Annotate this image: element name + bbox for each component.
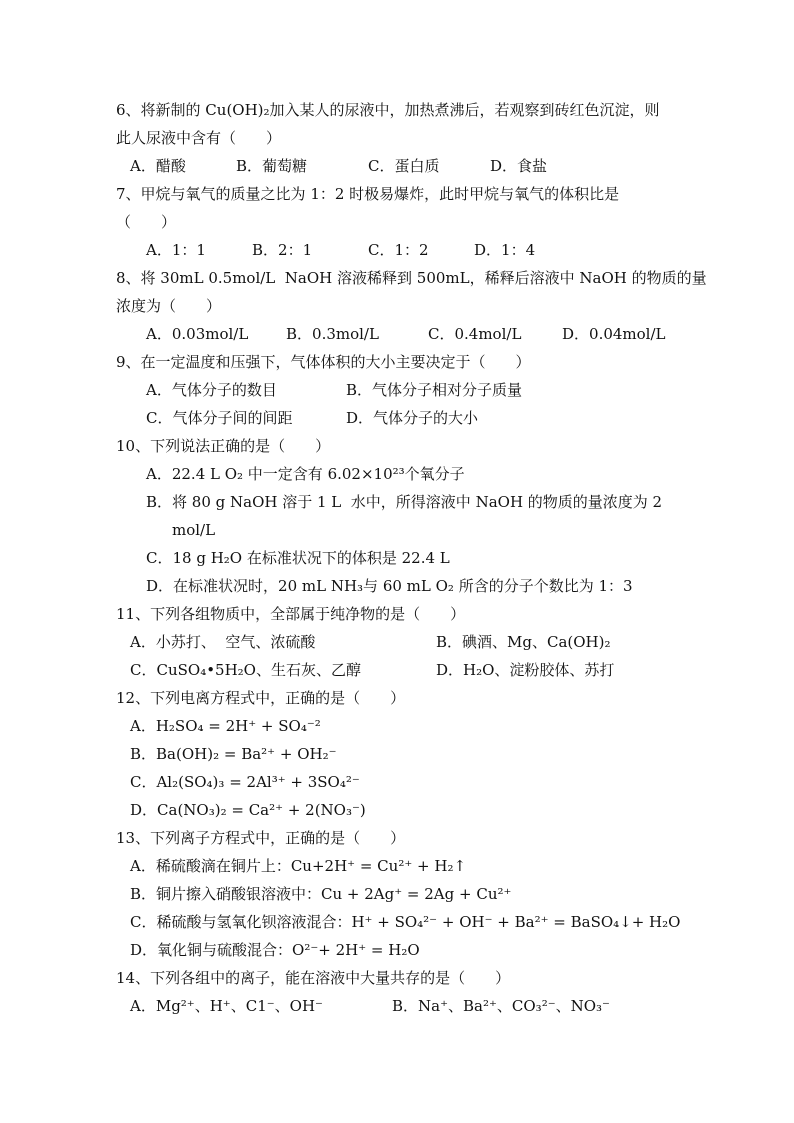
q7-option-a: A．1：1: [146, 241, 206, 259]
q12-option-c: C．Al₂(SO₄)₃ = 2Al³⁺ + 3SO₄²⁻: [130, 773, 360, 791]
q14-option-a: A．Mg²⁺、H⁺、C1⁻、OH⁻: [130, 997, 323, 1015]
q12-option-a: A．H₂SO₄ = 2H⁺ + SO₄⁻²: [130, 717, 321, 735]
q8-stem-line1: 8、将 30mL 0.5mol/L NaOH 溶液稀释到 500mL，稀释后溶液中 NaOH 的物质的量: [116, 269, 707, 287]
q9-option-d: D．气体分子的大小: [346, 409, 479, 427]
q6-stem-line2: 此人尿液中含有（ ）: [116, 129, 282, 147]
q7-option-d: D．1：4: [474, 241, 536, 259]
q14-option-b: B．Na⁺、Ba²⁺、CO₃²⁻、NO₃⁻: [392, 997, 610, 1015]
q11-stem: 11、下列各组物质中，全部属于纯净物的是（ ）: [116, 605, 466, 623]
q10-option-d: D．在标准状况时，20 mL NH₃与 60 mL O₂ 所含的分子个数比为 1：3: [146, 577, 633, 595]
q9-option-c: C．气体分子间的间距: [146, 409, 293, 427]
q10-option-c: C．18 g H₂O 在标准状况下的体积是 22.4 L: [146, 549, 450, 567]
q12-stem: 12、下列电离方程式中，正确的是（ ）: [116, 689, 406, 707]
q8-option-c: C．0.4mol/L: [428, 325, 522, 343]
q13-stem: 13、下列离子方程式中，正确的是（ ）: [116, 829, 406, 847]
q8-stem-line2: 浓度为（ ）: [116, 297, 222, 315]
q6-option-b: B．葡萄糖: [236, 157, 308, 175]
q10-option-b-line2: mol/L: [172, 521, 216, 539]
q10-option-b-line1: B．将 80 g NaOH 溶于 1 L 水中，所得溶液中 NaOH 的物质的量浓度为 2: [146, 493, 663, 511]
q13-option-a: A．稀硫酸滴在铜片上：Cu+2H⁺ = Cu²⁺ + H₂↑: [130, 857, 467, 875]
q8-option-d: D．0.04mol/L: [562, 325, 666, 343]
q12-option-d: D．Ca(NO₃)₂ = Ca²⁺ + 2(NO₃⁻): [130, 801, 366, 819]
q7-option-c: C．1：2: [368, 241, 429, 259]
q6-option-c: C．蛋白质: [368, 157, 440, 175]
q7-option-b: B．2：1: [252, 241, 313, 259]
q8-option-a: A．0.03mol/L: [146, 325, 249, 343]
q13-option-b: B．铜片擦入硝酸银溶液中：Cu + 2Ag⁺ = 2Ag + Cu²⁺: [130, 885, 512, 903]
q6-stem-line1: 6、将新制的 Cu(OH)₂加入某人的尿液中，加热煮沸后，若观察到砖红色沉淀，则: [116, 101, 660, 119]
q6-option-a: A．醋酸: [130, 157, 186, 175]
q10-option-a: A．22.4 L O₂ 中一定含有 6.02×10²³个氧分子: [146, 465, 465, 483]
q11-option-b: B．碘酒、Mg、Ca(OH)₂: [436, 633, 611, 651]
q9-option-b: B．气体分子相对分子质量: [346, 381, 523, 399]
q13-option-d: D．氧化铜与硫酸混合：O²⁻+ 2H⁺ = H₂O: [130, 941, 420, 959]
q6-option-d: D．食盐: [490, 157, 548, 175]
q7-stem-line2: （ ）: [116, 213, 177, 231]
q14-stem: 14、下列各组中的离子，能在溶液中大量共存的是（ ）: [116, 969, 511, 987]
q8-option-b: B．0.3mol/L: [286, 325, 379, 343]
q12-option-b: B．Ba(OH)₂ = Ba²⁺ + OH₂⁻: [130, 745, 337, 763]
q10-stem: 10、下列说法正确的是（ ）: [116, 437, 331, 455]
q11-option-a: A．小苏打、 空气、浓硫酸: [130, 633, 316, 651]
q7-stem-line1: 7、甲烷与氧气的质量之比为 1：2 时极易爆炸，此时甲烷与氧气的体积比是: [116, 185, 620, 203]
q13-option-c: C．稀硫酸与氢氧化钡溶液混合：H⁺ + SO₄²⁻ + OH⁻ + Ba²⁺ = BaSO₄↓+ H₂O: [130, 913, 681, 931]
q11-option-c: C．CuSO₄•5H₂O、生石灰、乙醇: [130, 661, 361, 679]
q9-option-a: A．气体分子的数目: [146, 381, 277, 399]
q9-stem: 9、在一定温度和压强下，气体体积的大小主要决定于（ ）: [116, 353, 531, 371]
q11-option-d: D．H₂O、淀粉胶体、苏打: [436, 661, 615, 679]
